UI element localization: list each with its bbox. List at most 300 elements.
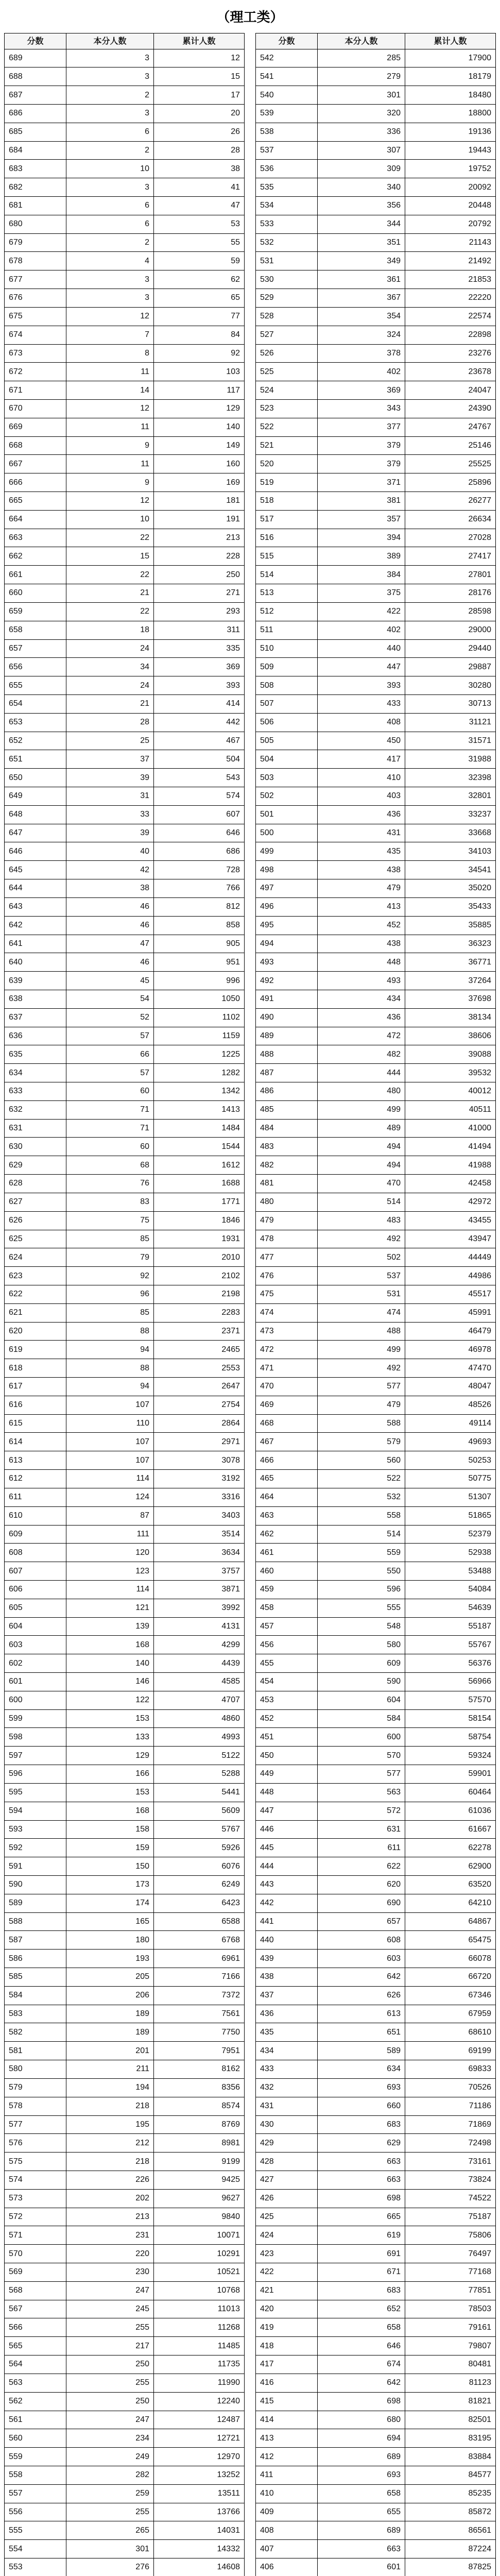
- count-cell: 655: [318, 2503, 405, 2521]
- table-row: [256, 2078, 496, 2097]
- score-cell: 406: [256, 2558, 318, 2576]
- cumulative-cell: 858: [154, 916, 245, 935]
- score-cell: 659: [5, 602, 66, 621]
- count-cell: 165: [66, 1912, 154, 1931]
- table-row: [5, 1248, 245, 1267]
- score-cell: 541: [256, 67, 318, 86]
- cumulative-cell: 13766: [154, 2503, 245, 2521]
- table-row: [5, 861, 245, 879]
- count-cell: 68: [66, 1156, 154, 1175]
- count-cell: 479: [318, 879, 405, 898]
- table-row: [5, 86, 245, 105]
- count-cell: 351: [318, 233, 405, 252]
- table-row: [5, 916, 245, 935]
- table-row: [256, 676, 496, 695]
- cumulative-cell: 58754: [405, 1728, 496, 1747]
- score-cell: 611: [5, 1488, 66, 1506]
- cumulative-cell: 6588: [154, 1912, 245, 1931]
- cumulative-cell: 5926: [154, 1839, 245, 1857]
- score-cell: 597: [5, 1747, 66, 1765]
- table-row: [256, 1156, 496, 1175]
- score-cell: 464: [256, 1488, 318, 1506]
- cumulative-cell: 1846: [154, 1211, 245, 1230]
- table-row: [5, 1470, 245, 1488]
- score-cell: 471: [256, 1359, 318, 1378]
- cumulative-cell: 29887: [405, 658, 496, 676]
- table-row: [5, 1580, 245, 1599]
- count-cell: 54: [66, 990, 154, 1008]
- score-cell: 665: [5, 492, 66, 511]
- cumulative-cell: 51307: [405, 1488, 496, 1506]
- score-cell: 647: [5, 824, 66, 842]
- table-row: [256, 2521, 496, 2540]
- score-cell: 499: [256, 842, 318, 861]
- count-cell: 474: [318, 1303, 405, 1322]
- cumulative-cell: 21143: [405, 233, 496, 252]
- table-row: [5, 1175, 245, 1193]
- table-row: [256, 2466, 496, 2484]
- table-row: [5, 1100, 245, 1119]
- table-row: [5, 363, 245, 381]
- score-cell: 553: [5, 2558, 66, 2576]
- score-cell: 582: [5, 2023, 66, 2042]
- cumulative-cell: 607: [154, 805, 245, 824]
- count-cell: 369: [318, 381, 405, 400]
- cumulative-cell: 41000: [405, 1119, 496, 1138]
- count-cell: 22: [66, 602, 154, 621]
- cumulative-cell: 10768: [154, 2281, 245, 2300]
- table-row: [256, 2042, 496, 2060]
- score-cell: 469: [256, 1396, 318, 1414]
- score-cell: 587: [5, 1931, 66, 1950]
- cumulative-cell: 67346: [405, 1986, 496, 2005]
- count-cell: 634: [318, 2060, 405, 2079]
- score-cell: 495: [256, 916, 318, 935]
- cumulative-cell: 51865: [405, 1506, 496, 1525]
- count-cell: 563: [318, 1783, 405, 1802]
- score-cell: 674: [5, 326, 66, 344]
- score-cell: 492: [256, 972, 318, 990]
- table-row: [5, 676, 245, 695]
- cumulative-cell: 414: [154, 694, 245, 713]
- table-row: [256, 492, 496, 511]
- cumulative-cell: 59901: [405, 1765, 496, 1784]
- score-cell: 504: [256, 750, 318, 769]
- score-cell: 506: [256, 713, 318, 732]
- cumulative-cell: 117: [154, 381, 245, 400]
- score-cell: 505: [256, 732, 318, 750]
- score-cell: 652: [5, 732, 66, 750]
- cumulative-cell: 69833: [405, 2060, 496, 2079]
- count-cell: 60: [66, 1138, 154, 1156]
- score-cell: 618: [5, 1359, 66, 1378]
- cumulative-cell: 66078: [405, 1950, 496, 1968]
- header-score: 分数: [256, 33, 318, 49]
- count-cell: 450: [318, 732, 405, 750]
- count-cell: 247: [66, 2411, 154, 2429]
- count-cell: 690: [318, 1894, 405, 1912]
- table-row: [5, 270, 245, 289]
- table-row: [256, 1451, 496, 1470]
- score-cell: 529: [256, 289, 318, 308]
- count-cell: 642: [318, 2374, 405, 2392]
- count-cell: 226: [66, 2171, 154, 2189]
- table-row: [256, 1673, 496, 1691]
- table-row: [5, 197, 245, 215]
- count-cell: 493: [318, 972, 405, 990]
- table-row: [256, 1470, 496, 1488]
- score-cell: 540: [256, 86, 318, 105]
- score-cell: 616: [5, 1396, 66, 1414]
- score-cell: 592: [5, 1839, 66, 1857]
- page-title: （理工类）: [216, 10, 284, 25]
- cumulative-cell: 62278: [405, 1839, 496, 1857]
- table-row: [5, 2097, 245, 2115]
- score-cell: 671: [5, 381, 66, 400]
- table-row: [5, 529, 245, 547]
- cumulative-cell: 12721: [154, 2429, 245, 2448]
- count-cell: 9: [66, 473, 154, 492]
- count-cell: 422: [318, 602, 405, 621]
- cumulative-cell: 2371: [154, 1322, 245, 1341]
- cumulative-cell: 61036: [405, 1802, 496, 1820]
- cumulative-cell: 52379: [405, 1525, 496, 1544]
- score-cell: 513: [256, 584, 318, 603]
- cumulative-cell: 9425: [154, 2171, 245, 2189]
- score-cell: 625: [5, 1230, 66, 1248]
- score-cell: 534: [256, 197, 318, 215]
- table-row: [256, 2153, 496, 2171]
- table-row: [5, 1027, 245, 1045]
- count-cell: 40: [66, 842, 154, 861]
- table-row: [5, 935, 245, 953]
- cumulative-cell: 38606: [405, 1027, 496, 1045]
- cumulative-cell: 2553: [154, 1359, 245, 1378]
- count-cell: 596: [318, 1580, 405, 1599]
- cumulative-cell: 1544: [154, 1138, 245, 1156]
- table-row: [5, 2540, 245, 2558]
- score-table-right: [255, 33, 496, 2576]
- table-row: [256, 215, 496, 233]
- table-row: [5, 2466, 245, 2484]
- count-cell: 492: [318, 1230, 405, 1248]
- cumulative-cell: 23276: [405, 344, 496, 363]
- cumulative-cell: 37264: [405, 972, 496, 990]
- count-cell: 220: [66, 2245, 154, 2263]
- cumulative-cell: 66720: [405, 1968, 496, 1987]
- count-cell: 572: [318, 1802, 405, 1820]
- score-cell: 463: [256, 1506, 318, 1525]
- table-row: [5, 1654, 245, 1673]
- score-cell: 580: [5, 2060, 66, 2079]
- count-cell: 18: [66, 621, 154, 639]
- table-header-row: [256, 33, 496, 49]
- count-cell: 336: [318, 123, 405, 141]
- count-cell: 558: [318, 1506, 405, 1525]
- cumulative-cell: 31988: [405, 750, 496, 769]
- table-row: [256, 160, 496, 178]
- count-cell: 301: [66, 2540, 154, 2558]
- table-row: [5, 123, 245, 141]
- table-row: [256, 2300, 496, 2318]
- table-row: [5, 2484, 245, 2503]
- cumulative-cell: 2283: [154, 1303, 245, 1322]
- count-cell: 8: [66, 344, 154, 363]
- score-cell: 526: [256, 344, 318, 363]
- score-cell: 591: [5, 1857, 66, 1876]
- cumulative-cell: 48526: [405, 1396, 496, 1414]
- table-row: [256, 1506, 496, 1525]
- count-cell: 663: [318, 2171, 405, 2189]
- count-cell: 611: [318, 1839, 405, 1857]
- score-cell: 530: [256, 270, 318, 289]
- score-cell: 454: [256, 1673, 318, 1691]
- table-row: [5, 1912, 245, 1931]
- count-cell: 166: [66, 1765, 154, 1784]
- count-cell: 309: [318, 160, 405, 178]
- cumulative-cell: 5767: [154, 1820, 245, 1839]
- count-cell: 447: [318, 658, 405, 676]
- cumulative-cell: 38134: [405, 1008, 496, 1027]
- count-cell: 139: [66, 1617, 154, 1636]
- table-row: [256, 455, 496, 473]
- count-cell: 189: [66, 2005, 154, 2023]
- count-cell: 11: [66, 418, 154, 436]
- table-row: [5, 1728, 245, 1747]
- cumulative-cell: 34103: [405, 842, 496, 861]
- count-cell: 433: [318, 694, 405, 713]
- cumulative-cell: 5441: [154, 1783, 245, 1802]
- table-row: [5, 1119, 245, 1138]
- score-cell: 603: [5, 1636, 66, 1654]
- count-cell: 3: [66, 289, 154, 308]
- table-row: [5, 160, 245, 178]
- score-cell: 686: [5, 104, 66, 123]
- cumulative-cell: 83884: [405, 2448, 496, 2466]
- cumulative-cell: 996: [154, 972, 245, 990]
- score-cell: 485: [256, 1100, 318, 1119]
- score-cell: 573: [5, 2189, 66, 2208]
- score-cell: 645: [5, 861, 66, 879]
- count-cell: 10: [66, 160, 154, 178]
- table-row: [256, 2374, 496, 2392]
- score-cell: 667: [5, 455, 66, 473]
- score-cell: 525: [256, 363, 318, 381]
- score-cell: 588: [5, 1912, 66, 1931]
- cumulative-cell: 28598: [405, 602, 496, 621]
- cumulative-cell: 25146: [405, 436, 496, 455]
- count-cell: 168: [66, 1636, 154, 1654]
- table-row: [5, 1433, 245, 1451]
- count-cell: 75: [66, 1211, 154, 1230]
- count-cell: 693: [318, 2078, 405, 2097]
- count-cell: 87: [66, 1506, 154, 1525]
- score-cell: 610: [5, 1506, 66, 1525]
- count-cell: 122: [66, 1691, 154, 1709]
- table-row: [256, 1303, 496, 1322]
- cumulative-cell: 77: [154, 307, 245, 326]
- score-cell: 615: [5, 1414, 66, 1433]
- cumulative-cell: 11013: [154, 2300, 245, 2318]
- count-cell: 168: [66, 1802, 154, 1820]
- cumulative-cell: 1102: [154, 1008, 245, 1027]
- cumulative-cell: 81123: [405, 2374, 496, 2392]
- count-cell: 201: [66, 2042, 154, 2060]
- score-cell: 539: [256, 104, 318, 123]
- score-cell: 515: [256, 547, 318, 566]
- score-cell: 662: [5, 547, 66, 566]
- score-cell: 484: [256, 1119, 318, 1138]
- cumulative-cell: 1282: [154, 1064, 245, 1082]
- count-cell: 402: [318, 363, 405, 381]
- score-cell: 517: [256, 510, 318, 529]
- cumulative-cell: 41494: [405, 1138, 496, 1156]
- score-cell: 490: [256, 1008, 318, 1027]
- count-cell: 111: [66, 1525, 154, 1544]
- count-cell: 438: [318, 861, 405, 879]
- score-cell: 420: [256, 2300, 318, 2318]
- table-row: [5, 2171, 245, 2189]
- table-row: [5, 2078, 245, 2097]
- table-row: [256, 1027, 496, 1045]
- score-cell: 444: [256, 1857, 318, 1876]
- count-cell: 24: [66, 676, 154, 695]
- score-cell: 676: [5, 289, 66, 308]
- cumulative-cell: 32398: [405, 769, 496, 787]
- cumulative-cell: 38: [154, 160, 245, 178]
- cumulative-cell: 64210: [405, 1894, 496, 1912]
- cumulative-cell: 82501: [405, 2411, 496, 2429]
- table-row: [5, 2503, 245, 2521]
- score-cell: 439: [256, 1950, 318, 1968]
- score-cell: 459: [256, 1580, 318, 1599]
- score-cell: 429: [256, 2134, 318, 2153]
- cumulative-cell: 84577: [405, 2466, 496, 2484]
- score-cell: 602: [5, 1654, 66, 1673]
- cumulative-cell: 6076: [154, 1857, 245, 1876]
- count-cell: 46: [66, 953, 154, 972]
- count-cell: 658: [318, 2484, 405, 2503]
- cumulative-cell: 40012: [405, 1082, 496, 1101]
- table-row: [5, 2558, 245, 2576]
- count-cell: 577: [318, 1378, 405, 1396]
- count-cell: 629: [318, 2134, 405, 2153]
- table-row: [256, 1488, 496, 1506]
- score-cell: 687: [5, 86, 66, 105]
- table-row: [5, 1894, 245, 1912]
- count-cell: 580: [318, 1636, 405, 1654]
- table-row: [5, 1525, 245, 1544]
- cumulative-cell: 30280: [405, 676, 496, 695]
- score-cell: 448: [256, 1783, 318, 1802]
- score-cell: 470: [256, 1378, 318, 1396]
- cumulative-cell: 13511: [154, 2484, 245, 2503]
- table-row: [5, 2115, 245, 2134]
- table-row: [256, 1322, 496, 1341]
- count-cell: 76: [66, 1175, 154, 1193]
- count-cell: 320: [318, 104, 405, 123]
- cumulative-cell: 5288: [154, 1765, 245, 1784]
- count-cell: 159: [66, 1839, 154, 1857]
- score-cell: 595: [5, 1783, 66, 1802]
- score-cell: 600: [5, 1691, 66, 1709]
- table-row: [256, 1119, 496, 1138]
- cumulative-cell: 3078: [154, 1451, 245, 1470]
- count-cell: 494: [318, 1156, 405, 1175]
- cumulative-cell: 78503: [405, 2300, 496, 2318]
- score-cell: 682: [5, 178, 66, 197]
- cumulative-cell: 9840: [154, 2208, 245, 2226]
- cumulative-cell: 22574: [405, 307, 496, 326]
- cumulative-cell: 19752: [405, 160, 496, 178]
- table-row: [256, 1045, 496, 1064]
- score-cell: 669: [5, 418, 66, 436]
- table-row: [256, 2540, 496, 2558]
- count-cell: 12: [66, 307, 154, 326]
- cumulative-cell: 574: [154, 787, 245, 806]
- score-cell: 604: [5, 1617, 66, 1636]
- score-cell: 644: [5, 879, 66, 898]
- cumulative-cell: 1225: [154, 1045, 245, 1064]
- table-row: [256, 326, 496, 344]
- count-cell: 492: [318, 1359, 405, 1378]
- table-row: [5, 2392, 245, 2411]
- score-cell: 455: [256, 1654, 318, 1673]
- cumulative-cell: 169: [154, 473, 245, 492]
- score-cell: 436: [256, 2005, 318, 2023]
- table-row: [5, 455, 245, 473]
- score-cell: 608: [5, 1544, 66, 1562]
- score-cell: 520: [256, 455, 318, 473]
- cumulative-cell: 31571: [405, 732, 496, 750]
- count-cell: 3: [66, 104, 154, 123]
- cumulative-cell: 35885: [405, 916, 496, 935]
- score-cell: 435: [256, 2023, 318, 2042]
- score-cell: 478: [256, 1230, 318, 1248]
- score-cell: 569: [5, 2263, 66, 2282]
- score-cell: 426: [256, 2189, 318, 2208]
- cumulative-cell: 40511: [405, 1100, 496, 1119]
- count-cell: 448: [318, 953, 405, 972]
- table-row: [256, 1267, 496, 1285]
- score-cell: 590: [5, 1875, 66, 1894]
- score-cell: 672: [5, 363, 66, 381]
- score-cell: 578: [5, 2097, 66, 2115]
- score-cell: 511: [256, 621, 318, 639]
- table-row: [5, 2060, 245, 2079]
- count-cell: 683: [318, 2281, 405, 2300]
- cumulative-cell: 36323: [405, 935, 496, 953]
- count-cell: 620: [318, 1875, 405, 1894]
- count-cell: 613: [318, 2005, 405, 2023]
- score-cell: 532: [256, 233, 318, 252]
- cumulative-cell: 4860: [154, 1709, 245, 1728]
- cumulative-cell: 87825: [405, 2558, 496, 2576]
- cumulative-cell: 2102: [154, 1267, 245, 1285]
- count-cell: 488: [318, 1322, 405, 1341]
- table-row: [5, 658, 245, 676]
- score-cell: 584: [5, 1986, 66, 2005]
- table-row: [256, 1617, 496, 1636]
- score-cell: 601: [5, 1673, 66, 1691]
- score-cell: 557: [5, 2484, 66, 2503]
- score-cell: 450: [256, 1747, 318, 1765]
- table-row: [5, 1138, 245, 1156]
- cumulative-cell: 3403: [154, 1506, 245, 1525]
- cumulative-cell: 20: [154, 104, 245, 123]
- score-cell: 630: [5, 1138, 66, 1156]
- score-cell: 462: [256, 1525, 318, 1544]
